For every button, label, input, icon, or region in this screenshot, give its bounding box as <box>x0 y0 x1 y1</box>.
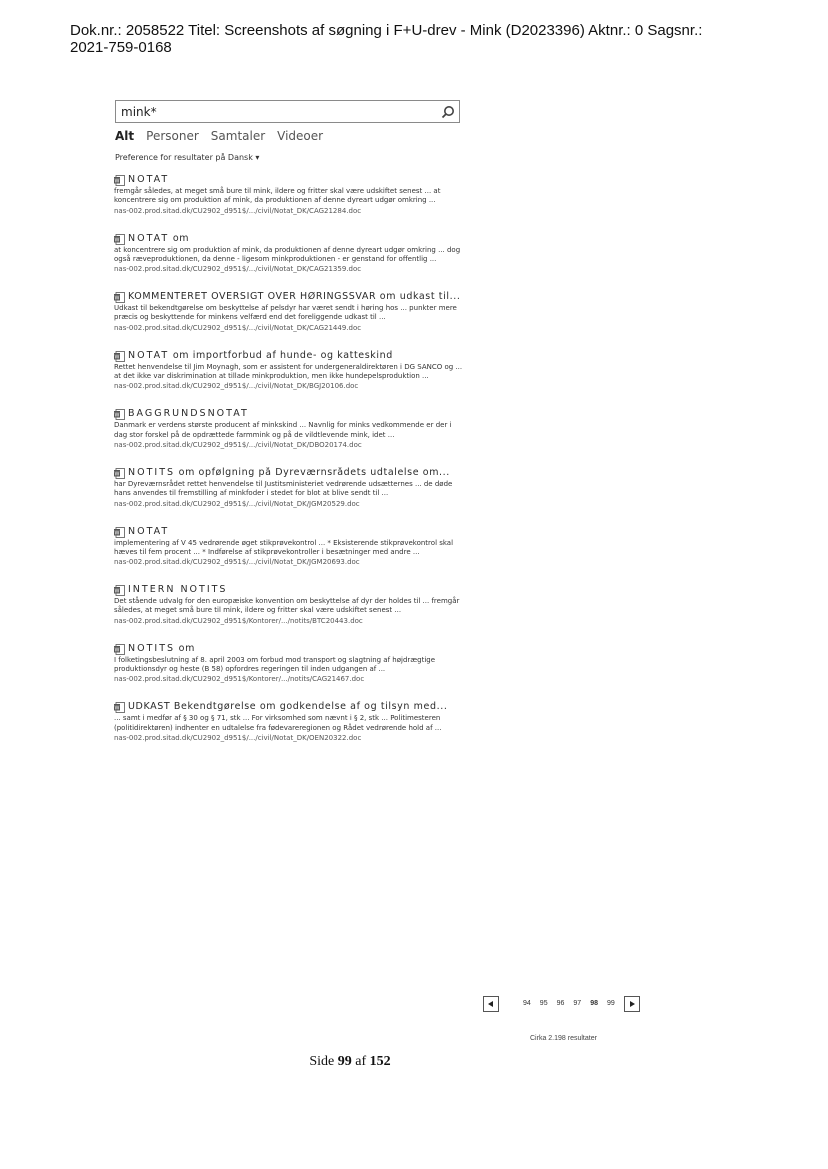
result-url[interactable]: nas-002.prod.sitad.dk/CU2902_d951$/.../civil/Notat_DK/BGJ20106.doc <box>114 382 359 391</box>
document-header-line2: 2021-759-0168 <box>70 39 172 56</box>
page-footer <box>0 1054 700 1070</box>
result-title-link[interactable]: NOTAT <box>128 174 170 185</box>
result-title-link[interactable]: NOTAT <box>128 525 170 537</box>
result-url[interactable]: nas-002.prod.sitad.dk/CU2902_d951$/.../civil/Notat_DK/CAG21284.doc <box>114 206 362 215</box>
search-icon <box>441 105 455 119</box>
result-snippet: implementering af V 45 vedrørende øget stikprøvekontrol ... * Eksisterende stikprøvekontrol skal hæves til fem procent ... * Indførelse af stikprøvekontroller i besætninger med andre ... <box>114 538 454 556</box>
word-document-icon <box>114 409 125 420</box>
result-item <box>114 233 464 275</box>
result-item <box>114 701 464 743</box>
result-snippet: I folketingsbeslutning af 8. april 2003 om forbud mod transport og slagtning af højdrægtige produktionsdyr og heste (B 58) opfordres regeringen til inden udgangen af ... <box>114 655 436 674</box>
pagination <box>483 994 640 1013</box>
word-document-icon <box>114 468 125 479</box>
word-document-icon <box>114 351 125 362</box>
word-document-icon <box>114 527 125 538</box>
svg-text:W: W <box>114 236 120 243</box>
result-url[interactable]: nas-002.prod.sitad.dk/CU2902_d951$/.../civil/Notat_DK/DBO20174.doc <box>114 440 362 449</box>
svg-text:W: W <box>114 295 120 302</box>
svg-text:W: W <box>114 178 120 185</box>
tab-alt[interactable]: Alt <box>115 129 135 143</box>
result-item <box>114 467 464 509</box>
result-item <box>114 408 464 450</box>
footer-prefix: Side <box>309 1054 335 1069</box>
footer-total-pages: 152 <box>369 1054 391 1069</box>
svg-text:W: W <box>114 412 120 419</box>
result-url[interactable]: nas-002.prod.sitad.dk/CU2902_d951$/.../civil/Notat_DK/CAG21359.doc <box>114 265 362 274</box>
tab-samtaler[interactable]: Samtaler <box>210 129 266 143</box>
result-title-link[interactable]: NOTAT om <box>128 232 190 244</box>
tab-videoer[interactable]: Videoer <box>277 129 324 143</box>
word-document-icon <box>114 234 125 245</box>
result-url[interactable]: nas-002.prod.sitad.dk/CU2902_d951$/.../civil/Notat_DK/JGM20693.doc <box>114 558 360 567</box>
result-item <box>114 584 464 626</box>
result-item <box>114 350 464 392</box>
page-link-94[interactable]: 94 <box>523 1000 531 1007</box>
language-preference-dropdown[interactable]: Preference for resultater på Dansk ▾ <box>115 153 260 162</box>
result-snippet: Rettet henvendelse til Jim Moynagh, som er assistent for undergeneraldirektøren i DG SANCO og ... at det ikke var diskrimination at tillade minkproduktion, men ikke hundepelsproduktion ... <box>114 362 463 381</box>
result-snippet: Udkast til bekendtgørelse om beskyttelse af pelsdyr har været sendt i høring hos ... punkter mere præcis og beskyttende for minkens velfærd end det foreliggende udkast til ... <box>114 304 457 322</box>
footer-page-number: 99 <box>337 1054 352 1069</box>
result-item <box>114 643 464 685</box>
result-url[interactable]: nas-002.prod.sitad.dk/CU2902_d951$/.../civil/Notat_DK/OEN20322.doc <box>114 733 362 742</box>
result-snippet: Danmark er verdens største producent af minkskind ... Navnlig for minks vedkommende er der i dag stor forskel på de opdrættede farmmink og på de vildtlevende mink, idet ... <box>114 421 452 439</box>
previous-page-button[interactable] <box>483 996 499 1012</box>
result-snippet: Det stående udvalg for den europæiske konvention om beskyttelse af dyr der holdes til ... fremgår således, at meget små bure til mink, ildere og fritter skal være udskiftet senest ... <box>114 597 460 615</box>
result-title-link[interactable]: INTERN NOTITS <box>128 584 228 596</box>
svg-text:W: W <box>114 588 120 595</box>
result-url[interactable]: nas-002.prod.sitad.dk/CU2902_d951$/Kontorer/.../notits/BTC20443.doc <box>114 616 363 625</box>
result-url[interactable]: nas-002.prod.sitad.dk/CU2902_d951$/Kontorer/.../notits/CAG21467.doc <box>114 675 365 684</box>
result-item <box>114 291 464 333</box>
search-button[interactable] <box>438 102 458 121</box>
result-url[interactable]: nas-002.prod.sitad.dk/CU2902_d951$/.../civil/Notat_DK/CAG21449.doc <box>114 323 362 332</box>
result-title-link[interactable]: NOTAT om importforbud af hunde- og katteskind <box>128 349 393 361</box>
svg-text:W: W <box>114 354 120 361</box>
tab-personer[interactable]: Personer <box>146 129 199 143</box>
page-link-99[interactable]: 99 <box>606 1000 615 1007</box>
word-document-icon <box>114 175 125 186</box>
result-url[interactable]: nas-002.prod.sitad.dk/CU2902_d951$/.../civil/Notat_DK/JGM20529.doc <box>114 499 360 508</box>
result-title-link[interactable]: BAGGRUNDSNOTAT <box>128 408 249 420</box>
result-snippet: har Dyreværnsrådet rettet henvendelse til Justitsministeriet vedrørende udsætternes ... de døde hans anvendes til fremstilling af minkfoder i stedet for blot at blive sendt til ... <box>114 479 453 498</box>
footer-separator: af <box>355 1054 367 1069</box>
next-page-button[interactable] <box>624 996 640 1012</box>
result-count: Cirka 2.198 resultater <box>530 1035 597 1042</box>
chevron-right-icon <box>629 1001 635 1007</box>
result-type-tabs <box>115 129 475 145</box>
svg-text:W: W <box>114 471 120 478</box>
result-item <box>114 526 464 568</box>
search-input[interactable] <box>118 102 434 121</box>
result-title-link[interactable]: NOTITS om <box>128 642 195 654</box>
svg-text:W: W <box>114 529 120 536</box>
chevron-left-icon <box>488 1001 494 1007</box>
result-snippet: fremgår således, at meget små bure til mink, ildere og fritter skal være udskiftet senest ... at koncentrere sig om produktion af mink, da produktionen af denne dyreart udgør omkring ... <box>114 187 441 205</box>
search-box <box>115 100 460 123</box>
page-link-96[interactable]: 96 <box>556 1000 565 1007</box>
page-link-95[interactable]: 95 <box>539 1000 548 1007</box>
word-document-icon <box>114 585 125 596</box>
svg-text:W: W <box>114 705 120 712</box>
word-document-icon <box>114 644 125 655</box>
results-list <box>105 174 475 743</box>
result-title-link[interactable]: UDKAST Bekendtgørelse om godkendelse af og tilsyn med... <box>128 701 448 713</box>
document-header <box>70 22 790 56</box>
result-snippet: ... samt i medfør af § 30 og § 71, stk ... For virksomhed som nævnt i § 2, stk ... Politimesteren (politidirektøren) indhenter en udtalelse fra fødevareregionen og Rådet vedrørende hold af ... <box>114 714 442 732</box>
page-link-98-current[interactable]: 98 <box>590 1000 598 1007</box>
document-header-line1: Dok.nr.: 2058522 Titel: Screenshots af søgning i F+U-drev - Mink (D2023396) Aktnr.: 0 Sagsnr.: <box>70 22 703 39</box>
result-title-link[interactable]: KOMMENTERET OVERSIGT OVER HØRINGSSVAR om udkast til... <box>128 291 461 303</box>
search-results-screenshot <box>105 100 475 760</box>
result-item <box>114 174 464 216</box>
result-snippet: at koncentrere sig om produktion af mink, da produktionen af denne dyreart udgør omkring ... dog også ræveproduktionen, da denne - ligesom minkproduktionen - er genstand for offentlig ... <box>114 245 461 263</box>
result-title-link[interactable]: NOTITS om opfølgning på Dyreværnsrådets udtalelse om... <box>128 466 450 478</box>
page-link-97[interactable]: 97 <box>573 1000 582 1007</box>
word-document-icon <box>114 702 125 713</box>
word-document-icon <box>114 292 125 303</box>
svg-text:W: W <box>114 647 120 654</box>
